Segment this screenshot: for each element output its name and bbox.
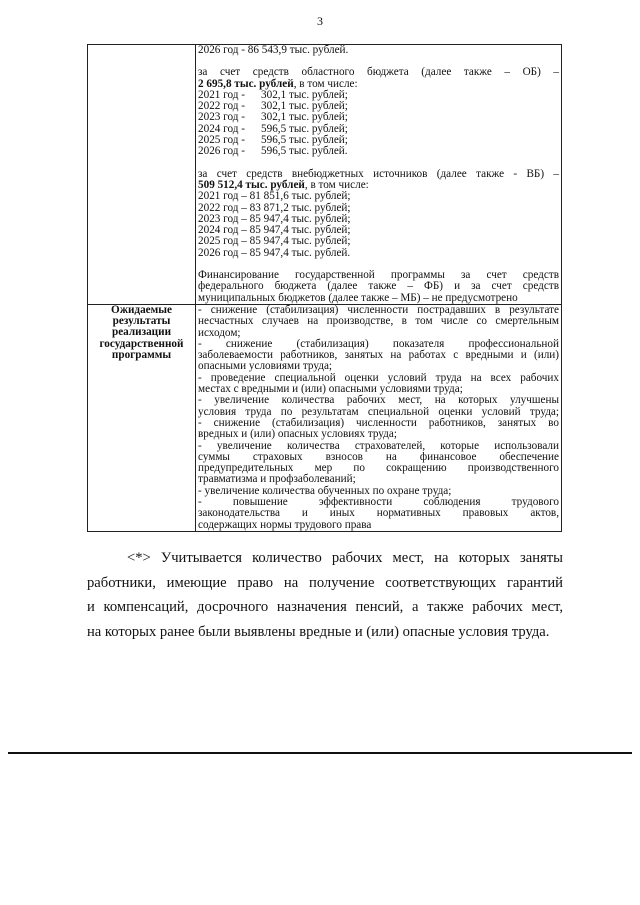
footnote <box>87 546 563 644</box>
result-line: заболеваемости работников, занятых на работах с вредными и (или) <box>198 349 559 362</box>
result-line: содержащих нормы трудового права <box>198 518 372 531</box>
ob-value: 596,5 тыс. рублей. <box>261 145 348 158</box>
financing-row <box>88 45 562 305</box>
ob-intro-line: за счет средств областного бюджета (далее также – ОБ) – <box>198 66 559 79</box>
result-line: - снижение (стабилизация) показателя профессиональной <box>198 337 559 350</box>
vb-year-line: 2021 год – 81 851,6 тыс. рублей; <box>198 190 351 203</box>
results-cell <box>196 304 562 531</box>
result-line: вредных и (или) опасных условиях труда; <box>198 428 397 441</box>
results-label-line: государственной <box>99 337 184 350</box>
ob-value: 302,1 тыс. рублей; <box>261 88 348 101</box>
result-line: - увеличение количества страхователей, которые использовали <box>198 439 559 452</box>
vb-total-suffix: , в том числе: <box>304 178 369 191</box>
ob-value: 302,1 тыс. рублей; <box>261 111 348 124</box>
bottom-rule <box>8 752 632 754</box>
ob-year-row <box>198 112 559 123</box>
result-line: - увеличение количества рабочих мест, на которых улучшены <box>198 394 559 407</box>
ob-value: 302,1 тыс. рублей; <box>261 100 348 113</box>
total-2026-line: 2026 год - 86 543,9 тыс. рублей. <box>198 44 349 56</box>
ob-year-row <box>198 101 559 112</box>
ob-total-suffix: , в том числе: <box>293 77 358 90</box>
result-line: - снижение (стабилизация) численности пострадавших в результате <box>198 303 559 316</box>
results-label-line: Ожидаемые <box>111 303 172 316</box>
financing-label-cell <box>88 45 196 305</box>
fb-mb-note-line: Финансирование государственной программы за счет средств <box>198 269 559 282</box>
ob-year: 2021 год - <box>198 88 245 101</box>
vb-year-line: 2026 год – 85 947,4 тыс. рублей. <box>198 246 351 259</box>
ob-year: 2025 год - <box>198 134 245 147</box>
ob-value: 596,5 тыс. рублей; <box>261 134 348 147</box>
footnote-line: <*> Учитывается количество рабочих мест, на которых заняты <box>127 550 563 566</box>
vb-intro-line: за счет средств внебюджетных источников (далее также - ВБ) – <box>198 167 559 180</box>
ob-year: 2022 год - <box>198 100 245 113</box>
program-passport-table <box>87 44 562 532</box>
ob-year: 2023 год - <box>198 111 245 124</box>
footnote-line: на которых ранее были выявлены вредные и (или) опасные условия труда. <box>87 623 550 640</box>
ob-value: 596,5 тыс. рублей; <box>261 122 348 135</box>
result-line: - проведение специальной оценки условий труда на всех рабочих <box>198 371 559 384</box>
result-line: предупредительных мер по сокращению производственного <box>198 462 559 475</box>
result-line: - снижение (стабилизация) численности работников, занятых во <box>198 416 559 429</box>
results-label-cell <box>88 304 196 531</box>
result-line: законодательства и иных нормативных правовых актов, <box>198 507 559 520</box>
ob-year-row <box>198 135 559 146</box>
ob-year-row <box>198 146 559 157</box>
result-line: опасными условиями труда; <box>198 360 333 373</box>
ob-total: 2 695,8 тыс. рублей <box>198 77 294 90</box>
results-label-line: программы <box>111 348 172 361</box>
result-line: травматизма и профзаболеваний; <box>198 473 356 486</box>
financing-cell <box>196 45 562 305</box>
vb-total: 509 512,4 тыс. рублей <box>198 178 305 191</box>
vb-year-line: 2023 год – 85 947,4 тыс. рублей; <box>198 212 351 225</box>
vb-year-line: 2024 год – 85 947,4 тыс. рублей; <box>198 224 351 237</box>
result-line: несчастных случаев на производстве, в том числе со смертельным <box>198 315 559 328</box>
fb-mb-note-line: федерального бюджета (далее также – ФБ) и за счет средств <box>198 280 559 293</box>
vb-year-line: 2025 год – 85 947,4 тыс. рублей; <box>198 235 351 248</box>
vb-year-line: 2022 год – 83 871,2 тыс. рублей; <box>198 201 351 214</box>
result-line: местах с вредными и (или) опасными условиями труда; <box>198 383 463 396</box>
result-line: исходом; <box>198 326 241 339</box>
results-label-line: результаты <box>112 315 171 328</box>
results-row <box>88 304 562 531</box>
fb-mb-note-line: муниципальных бюджетов (далее также – МБ) – не предусмотрено <box>198 291 518 304</box>
footnote-line: и компенсаций, досрочного назначения пенсий, а также рабочих мест, <box>87 599 563 615</box>
ob-year-row <box>198 124 559 135</box>
ob-total-line <box>198 79 559 90</box>
result-line: условия труда по результатам специальной оценки условий труда; <box>198 405 559 418</box>
result-line: - повышение эффективности соблюдения трудового <box>198 495 559 508</box>
page-number: 3 <box>317 14 323 28</box>
result-line: суммы страховых взносов на финансовое обеспечение <box>198 450 559 463</box>
ob-year-row <box>198 90 559 101</box>
results-label-line: реализации <box>111 326 172 339</box>
result-line: - увеличение количества обученных по охране труда; <box>198 484 452 497</box>
ob-year: 2026 год - <box>198 145 245 158</box>
ob-year: 2024 год - <box>198 122 245 135</box>
footnote-line: работники, имеющие право на получение соответствующих гарантий <box>87 574 563 591</box>
